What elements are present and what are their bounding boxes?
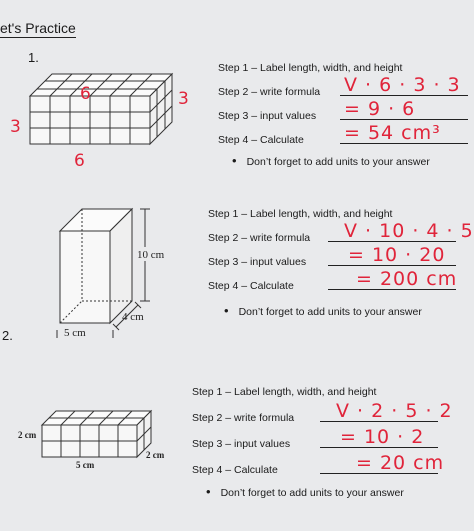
problem-2-units-reminder: • Don’t forget to add units to your answer (224, 303, 422, 318)
problem-2-steps (208, 196, 474, 292)
problem-3-step-3-answer: = 10 · 2 (340, 426, 425, 448)
problem-1-bottom-dimension: 6 (74, 151, 85, 171)
problem-3-step-2: Step 2 – write formula V · 2 · 5 · 2 (192, 400, 453, 424)
problem-1-step-2-answer: V · 6 · 3 · 3 (344, 74, 461, 96)
problem-2-height-label: 10 cm (137, 249, 165, 261)
problem-1-left-dimension: 3 (10, 117, 21, 137)
problem-3-depth-label: 2 cm (146, 450, 165, 460)
problem-2-width-label: 5 cm (64, 327, 86, 339)
problem-1-number: 1. (28, 50, 39, 65)
problem-2-step-4-answer: = 200 cm (356, 268, 458, 290)
problem-3-step-4-answer: = 20 cm (356, 452, 445, 474)
problem-3-height-label: 2 cm (18, 430, 37, 440)
problem-2-depth-label: 4 cm (122, 311, 144, 323)
problem-1-units-reminder: • Don’t forget to add units to your answer (232, 153, 430, 168)
problem-3-step-2-answer: V · 2 · 5 · 2 (336, 400, 453, 422)
problem-1-step-4: Step 4 – Calculate = 54 cm³ (218, 122, 402, 146)
problem-1-step-4-answer: = 54 cm³ (344, 122, 441, 144)
problem-2-number: 2. (2, 328, 13, 343)
problem-1-steps (218, 50, 461, 146)
problem-2-step-2: Step 2 – write formula V · 10 · 4 · 5 (208, 220, 474, 244)
problem-1-step-1: Step 1 – Label length, width, and height (218, 62, 403, 74)
problem-1-step-3: Step 3 – input values = 9 · 6 (218, 98, 402, 122)
problem-2-step-4: Step 4 – Calculate = 200 cm (208, 268, 458, 292)
problem-3-step-1: Step 1 – Label length, width, and height (192, 386, 377, 398)
problem-3-step-4: Step 4 – Calculate = 20 cm (192, 452, 445, 476)
problem-2-step-1: Step 1 – Label length, width, and height (208, 208, 393, 220)
problem-2-step-3: Step 3 – input values = 10 · 20 (208, 244, 392, 268)
problem-3-steps (192, 372, 453, 476)
problem-2-step-3-answer: = 10 · 20 (348, 244, 446, 266)
worksheet-title: et's Practice (0, 20, 76, 36)
problem-1-top-dimension: 6 (80, 84, 91, 104)
problem-3-units-reminder: • Don’t forget to add units to your answer (206, 484, 404, 499)
problem-2-step-2-answer: V · 10 · 4 · 5 (344, 220, 474, 242)
problem-1-step-2: Step 2 – write formula V · 6 · 3 · 3 (218, 74, 402, 98)
problem-3-step-3: Step 3 – input values = 10 · 2 (192, 424, 376, 450)
problem-3-width-label: 5 cm (76, 460, 95, 470)
problem-1-right-dimension: 3 (178, 89, 189, 109)
problem-1-step-3-answer: = 9 · 6 (344, 98, 416, 120)
